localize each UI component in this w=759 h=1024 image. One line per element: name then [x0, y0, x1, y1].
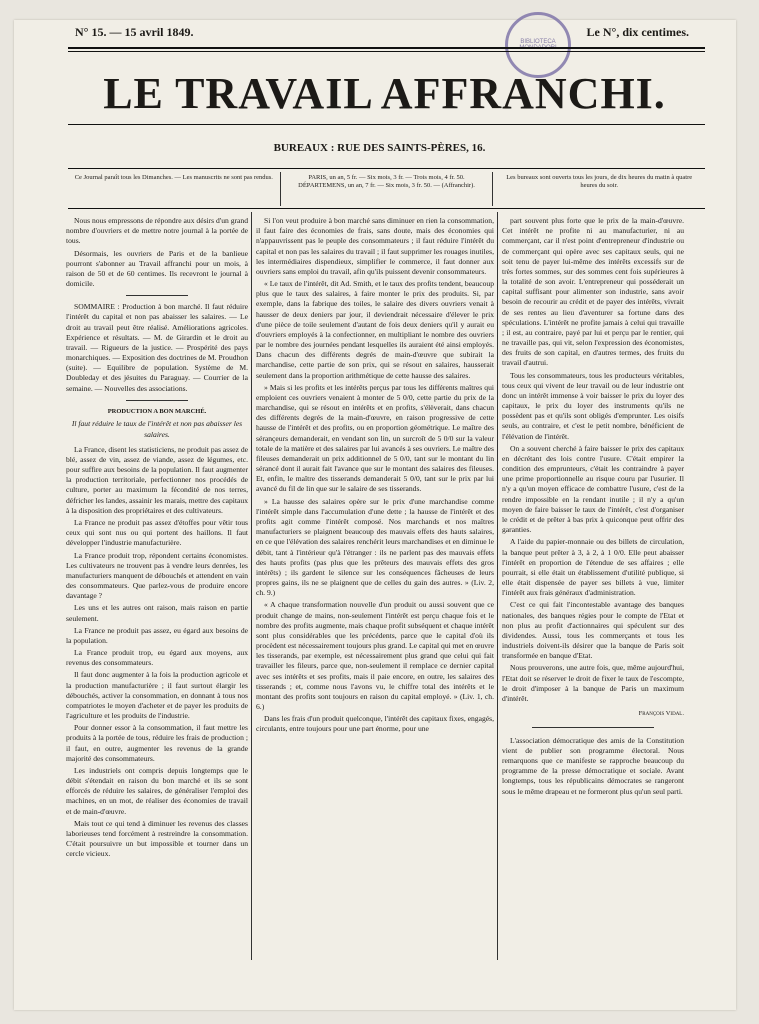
- top-rule-thin: [68, 51, 705, 52]
- paragraph: part souvent plus forte que le prix de la main-d'œuvre. Cet intérêt ne profite ni au manufacturier, ni au commerçant, car il n'est point d'entrepreneur d'industrie ou de commerçant qui opère avec ses capitaux seuls, qui ne soit tenu de payer lui-même des intérêts excessifs sur de très fortes sommes, sur des sommes cent fois supérieures à la totalité de son avoir. L'entrepreneur qui posséderait un capital suffisant pour alimenter son industrie, sans avoir besoin de recourir au crédit et de payer des intérêts, vivrait de ses rentes au lieu d'aventurer sa fortune dans des spéculations. L'intérêt ne profite jamais à celui qui travaille ; il est, au contraire, payé par lui et perçu par le rentier, qui ne travaille pas, qui vit, selon l'expression des économistes, des fruits de son capital, en d'autres termes, des fruits du travail d'autrui.: [502, 216, 684, 368]
- paragraph: » La hausse des salaires opère sur le prix d'une marchandise comme l'intérêt simple dans l'accumulation d'une dette ; la hausse de l'intérêt et des profits agit comme l'intérêt composé. Nos marchands et nos maîtres manufacturiers se plaignent beaucoup des mauvais effets des hauts salaires, en ce que l'élévation des salaires renchérit leurs marchandises et en diminue le débit, tant à l'intérieur qu'à l'étranger : ils ne parlent pas des mauvais effets des hauts profits (pas plus que les prêteurs des mauvais effets des gros intérêts) ; ils gardent le silence sur les conséquences fâcheuses de leurs propres gains, ils ne se plaignent que de celles du gain des autres. » (Liv. 2, ch. 9.): [256, 496, 494, 598]
- paragraph: La France produit trop, eu égard aux moyens, aux revenus des consommateurs.: [66, 648, 248, 668]
- paragraph: « Le taux de l'intérêt, dit Ad. Smith, et le taux des profits tendent, beaucoup plus que le taux des salaires, à faire monter le prix des produits. Si, par exemple, dans la fabrique des toiles, le salaire des divers ouvriers venait à hausser de deux deniers par jour, il deviendrait nécessaire d'élever le prix d'une pièce de toile seulement d'autant de fois deux deniers qu'il y aurait eu d'ouvriers employés à la confectionner, en multipliant le nombre des ouvriers par le nombre des journées pendant lesquelles ils auraient été ainsi employés. Dans chacun des différents degrés de main-d'œuvre que subirait la marchandise, cette partie de son prix, qui se résout en salaires, hausserait seulement dans la proportion arithmétique de cette hausse des salaires.: [256, 279, 494, 380]
- paragraph: Dans les frais d'un produit quelconque, l'intérêt des capitaux fixes, engagés, circulants, entre toujours pour une part énorme, pour une: [256, 714, 494, 734]
- notices-bottom-rule: [68, 208, 705, 209]
- paragraph: « A chaque transformation nouvelle d'un produit ou aussi souvent que ce produit change de mains, non-seulement l'intérêt est perçu chaque fois et le nombre des profits augmente, mais chaque profit subséquent et chaque intérêt sont plus considérables que les précédents, parce que le capital d'où ils procèdent est nécessairement toujours plus grand. Le capital qui met en œuvre les tisserands, par exemple, est nécessairement plus grand que celui qui fait travailler les fileurs, parce que, non-seulement il remplace ce dernier capital avec ses intérêts et ses profits, mais il paie encore, en outre, les salaires des tisserands ; et, comme nous l'avons vu, le chiffre total des intérêts et le montant des profits sont toujours en raison du capital employé. » (Liv. 1, ch. 6.): [256, 600, 494, 712]
- column-2: [256, 216, 494, 956]
- paragraph: L'association démocratique des amis de la Constitution vient de publier son programme électoral. Nous remarquons que ce manifeste se rapproche beaucoup du programme de la presse démocratique et sociale. Avant longtemps, tous les républicains démocrates se rangeront sous le même drapeau et ne formeront plus qu'un seul parti.: [502, 735, 684, 796]
- separator: [126, 295, 188, 296]
- author-signature: François Vidal.: [638, 710, 684, 718]
- paragraph: On a souvent cherché à faire baisser le prix des capitaux en décrétant des lois contre l'usure. C'était empirer la condition des emprunteurs, c'était les contraindre à payer une prime proportionnelle au risque couru par l'usurier. Il n'y a qu'un moyen efficace de combattre l'usure, c'est de la rendre impossible en la rendant inutile ; il n'y a qu'un moyen de faire baisser le taux de l'intérêt, c'est d'organiser le crédit et de prêter à bas prix à quiconque peut offrir des garanties.: [502, 443, 684, 535]
- issue-number: N° 15. — 15 avril 1849.: [75, 25, 194, 39]
- notices-top-rule: [68, 168, 705, 169]
- subscription-prices: PARIS, un an, 5 fr. — Six mois, 3 fr. — Trois mois, 4 fr. 50. DÉPARTEMENS, un an, 7 fr. — Six mois, 3 fr. 50. — (Affranchir).: [280, 172, 493, 206]
- publication-notice: Ce Journal paraît tous les Dimanches. — Les manuscrits ne sont pas rendus.: [74, 174, 273, 181]
- newspaper-title: LE TRAVAIL AFFRANCHI.: [103, 69, 666, 118]
- bureaux-address: BUREAUX : RUE DES SAINTS-PÈRES, 16.: [273, 142, 486, 154]
- paragraph: La France produit trop, répondent certains économistes. Les cultivateurs ne trouvent pas à vendre leurs denrées, les manufacturiers manquent de débouchés et attendent en vain des consommateurs. Que parlez-vous de produire encore davantage ?: [66, 550, 248, 601]
- paragraph: Mais tout ce qui tend à diminuer les revenus des classes laborieuses tend forcément à restreindre la consommation. C'était poursuivre un but impossible et tourner dans un cercle vicieux.: [66, 818, 248, 859]
- column-divider: [497, 212, 498, 960]
- paragraph: C'est ce qui fait l'incontestable avantage des banques nationales, des banques régies pour le compte de l'Etat et non plus au profit d'actionnaires qui spéculent sur des dividendes. Aussi, tous les commerçants et tous les industriels doivent-ils désirer que la banque de Paris soit transformée en banque d'Etat.: [502, 600, 684, 661]
- article-separator: [532, 727, 654, 728]
- title-rule: [68, 124, 705, 125]
- top-rule-thick: [68, 47, 705, 49]
- paragraph: Si l'on veut produire à bon marché sans diminuer en rien la consommation, il faut faire des économies de frais, sans doute, mais des économies qui n'appauvrissent pas le peuple des consommateurs ; il faut réduire l'intérêt du capital et non pas les salaires du travail ; il faut supprimer les rouages inutiles, les intermédiaires dispendieux, simplifier le commerce, il faut donner aux ouvriers sans emploi du travail, afin qu'ils puissent devenir consommateurs.: [256, 216, 494, 276]
- stamp-text: BIBLIOTECA: [520, 39, 556, 45]
- paragraph: Désormais, les ouvriers de Paris et de la banlieue pourront s'abonner au Travail affranchi pour un mois, à raison de 50 et de 60 centimes. Ils recevront le journal à domicile.: [66, 248, 248, 289]
- paragraph: » Mais si les profits et les intérêts perçus par tous les différents maîtres qui emploient ces ouvriers venaient à monter de 5 0/0, cette partie du prix de la marchandise, qui se résout en intérêts et en profits, s'élèverait, dans chacun des différents degrés de la main-d'œuvre, en raison progressive de cette hausse de l'intérêt et des profits, ou en proportion géométrique. Le maître des sérançeurs demanderait, en vendant son lin, un surcroît de 5 0/0 sur la valeur totale de la matière et des salaires par lui avancés à ses ouvriers. Le maître des fileuses demanderait un prix additionnel de 5 0/0, tant sur le montant du lin sérancé dont il aurait fait l'avance que sur le montant des salaires des fileuses. Et, enfin, le maître des tisserands demanderait 5 0/0, tant sur le prix par lui avancé du fil de lin que sur le salaire de ses tisserands.: [256, 382, 494, 494]
- paragraph: Nous nous empressons de répondre aux désirs d'un grand nombre d'ouvriers et de mettre notre journal à la portée de tous.: [66, 216, 248, 246]
- column-divider: [251, 212, 252, 960]
- notices-bar: [68, 172, 705, 206]
- paragraph: Pour donner essor à la consommation, il faut mettre les produits à la portée de tous, réduire les frais de production ; il faut, en outre, augmenter les revenus de la grande majorité des consommateurs.: [66, 723, 248, 763]
- paragraph: La France ne produit pas assez d'étoffes pour vêtir tous ceux qui sont nus ou qui portent des haillons. Il faut développer l'industrie manufacturière.: [66, 518, 248, 548]
- paragraph: La France ne produit pas assez, eu égard aux besoins de la population.: [66, 625, 248, 645]
- paragraph: Les uns et les autres ont raison, mais raison en partie seulement.: [66, 603, 248, 623]
- sommaire: SOMMAIRE : Production à bon marché. Il faut réduire l'intérêt du capital et non pas abaisser les salaires. — Le droit au travail peut être réalisé. Améliorations agricoles. Expérience et résultats. — M. de Girardin et le droit au travail. — Rigueurs de la justice. — Prospérité des pays monarchiques. — Exposition des doctrines de M. Proudhon (suite). — Equilibre de population. Système de M. Doubleday et des jésuites du Paraguay. — Courrier de la semaine. — Nouvelles des associations.: [66, 302, 248, 393]
- paragraph: Tous les consommateurs, tous les producteurs véritables, tous ceux qui vivent de leur travail ou de leur industrie ont donc un intérêt immense à voir baisser le prix du loyer des capitaux, le prix du loyer des instruments qu'ils ne possèdent pas et qu'ils sont obligés d'emprunter. Les oisifs seuls, au contraire, et c'est le petit nombre, bénéficient de l'élévation de l'intérêt.: [502, 370, 684, 441]
- column-1: [66, 216, 248, 956]
- article-heading: PRODUCTION A BON MARCHÉ.: [107, 407, 207, 415]
- paragraph: La France, disent les statisticiens, ne produit pas assez de blé, assez de vin, assez de viande, assez de légumes, etc. pour suffire aux besoins de la population. Il faut augmenter la production territoriale, perfectionner nos procédés de culture, porter au maximum la fécondité de nos terres, défricher les landes, assainir les marais, mettre des capitaux à la disposition des propriétaires et des cultivateurs.: [66, 444, 248, 515]
- article-subheading: Il faut réduire le taux de l'intérêt et non pas abaisser les salaires.: [71, 419, 243, 439]
- paragraph: Les industriels ont compris depuis longtemps que le débit s'étendait en raison du bon marché et ils se sont efforcés de réduire les salaires, de généraliser l'emploi des machines, en un mot, de réaliser des économies de travail et de main-d'œuvre.: [66, 765, 248, 816]
- office-hours-notice: Les bureaux sont ouverts tous les jours, de dix heures du matin à quatre heures du soir.: [492, 172, 705, 206]
- paragraph: Il faut donc augmenter à la fois la production agricole et la production manufacturière ; il faut surtout élargir les débouchés, activer la consommation, en donnant à tous nos compatriotes le moyen d'acheter et de payer les produits de l'agriculture et les produits de l'industrie.: [66, 670, 248, 721]
- paragraph: A l'aide du papier-monnaie ou des billets de circulation, la banque peut prêter à 3, à 2, à 1 0/0. Elle peut abaisser l'intérêt en proportion de l'étendue de ses affaires ; elle pourrait, si elle était un établissement d'utilité publique, si elle était dispensée de payer ses billets à vue, limiter l'intérêt aux frais généraux d'administration.: [502, 537, 684, 598]
- issue-price: Le N°, dix centimes.: [586, 25, 689, 39]
- separator: [126, 400, 188, 401]
- column-3: [502, 216, 684, 956]
- paragraph: Nous prouverons, une autre fois, que, même aujourd'hui, l'Etat doit se réserver le droit de fixer le taux de l'escompte, le droit d'imposer à la banque de Paris un maximum d'intérêt.: [502, 663, 684, 703]
